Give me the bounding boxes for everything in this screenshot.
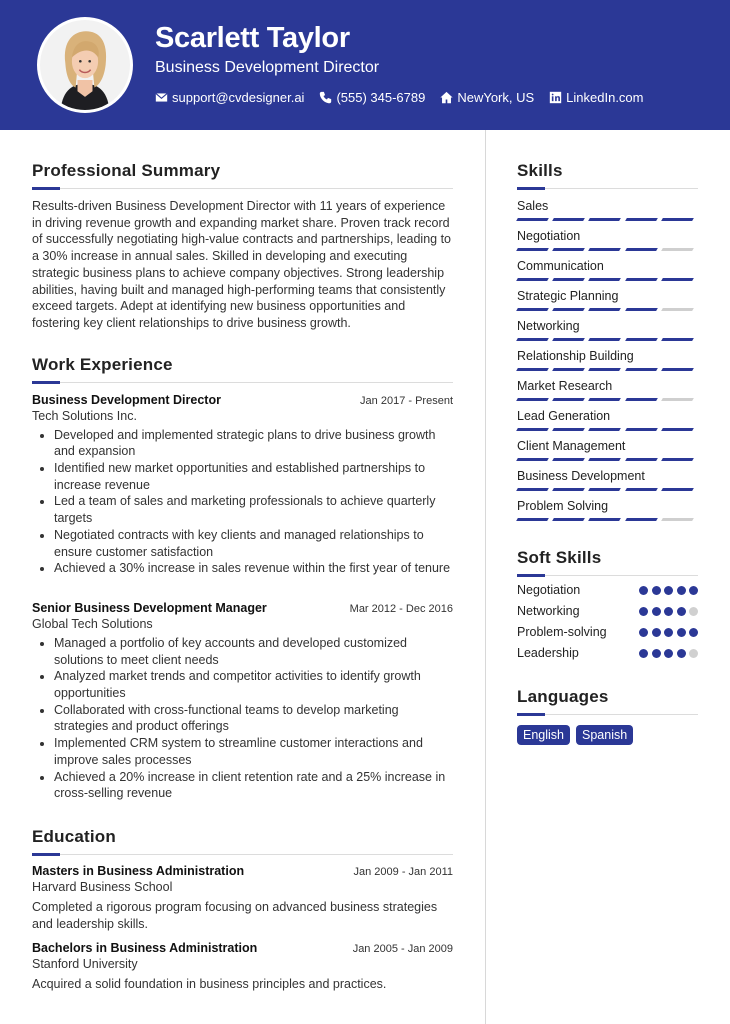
skill-item xyxy=(517,499,698,519)
soft-skill-item xyxy=(517,583,698,597)
skill-level-segment xyxy=(516,278,549,281)
skill-level-segment xyxy=(516,368,549,371)
skill-item xyxy=(517,199,698,219)
list-item: • Managed a portfolio of key accounts and developed customized solutions to meet client needs xyxy=(54,635,453,668)
job-bullets xyxy=(32,635,453,802)
skill-level-segment xyxy=(589,278,622,281)
skill-item xyxy=(517,379,698,399)
list-item: • Identified new market opportunities and established partnerships to increase revenue xyxy=(54,460,453,493)
skill-level-segment xyxy=(516,458,549,461)
education-date: Jan 2005 - Jan 2009 xyxy=(352,943,453,956)
rating-dot xyxy=(639,628,648,637)
rating-dot xyxy=(689,628,698,637)
skill-item xyxy=(517,289,698,309)
school-name: Harvard Business School xyxy=(32,879,173,894)
skill-level-segment xyxy=(589,368,622,371)
list-item: • Achieved a 20% increase in client retention rate and a 25% increase in cross-selling revenue xyxy=(54,769,453,802)
skill-item xyxy=(517,439,698,459)
rating-dot xyxy=(652,649,661,658)
rating-dot xyxy=(664,649,673,658)
language-badge: English xyxy=(517,725,570,745)
skill-item xyxy=(517,229,698,249)
skill-level-segment xyxy=(516,518,549,521)
main-column xyxy=(32,160,453,993)
soft-skills-list xyxy=(517,583,698,660)
job-bullets xyxy=(32,427,453,577)
soft-skill-rating xyxy=(636,628,699,637)
soft-skill-rating xyxy=(636,607,699,616)
contact-linkedin-text: LinkedIn.com xyxy=(566,90,644,105)
skill-level-segment xyxy=(661,488,694,491)
rating-dot xyxy=(677,607,686,616)
soft-skill-name: Leadership xyxy=(517,646,579,660)
education-entry xyxy=(32,941,453,993)
profile-photo xyxy=(37,17,133,113)
soft-skill-item xyxy=(517,604,698,618)
skill-level-bar xyxy=(517,398,698,401)
section-title: Education xyxy=(32,826,116,846)
summary-text: Results-driven Business Development Director with 11 years of experience in driving revenue growth and expanding market share. Proven track record of successfully negotiating high-value contracts and partnerships, leading to a 30% increase in annual sales. Skilled in developing and executing strategic business plans to achieve company objectives. Strong leadership abilities, having built and managed high-performing teams that consistently exceed targets. Adept at identifying new business opportunities and fostering key client relationships to drive business growth. xyxy=(32,199,452,330)
skill-level-segment xyxy=(516,488,549,491)
skill-level-segment xyxy=(552,248,585,251)
skill-level-bar xyxy=(517,518,698,521)
skill-level-segment xyxy=(661,218,694,221)
skill-level-segment xyxy=(516,338,549,341)
skill-level-segment xyxy=(661,248,694,251)
home-icon xyxy=(440,91,453,104)
job-entry xyxy=(32,393,453,577)
job-role: Business Development Director xyxy=(32,392,221,407)
skill-item xyxy=(517,349,698,369)
contact-email[interactable] xyxy=(155,90,304,105)
degree-name: Bachelors in Business Administration xyxy=(32,941,258,956)
skill-level-segment xyxy=(589,488,622,491)
section-title: Work Experience xyxy=(32,354,173,374)
skill-level-segment xyxy=(661,428,694,431)
list-item: • Collaborated with cross-functional teams to develop marketing strategies and product offerings xyxy=(54,702,453,735)
skill-level-bar xyxy=(517,248,698,251)
language-badge: Spanish xyxy=(576,725,633,745)
skill-item xyxy=(517,469,698,489)
skill-level-bar xyxy=(517,488,698,491)
skill-level-segment xyxy=(625,518,658,521)
soft-skill-rating xyxy=(636,649,699,658)
contact-list xyxy=(155,90,659,105)
skill-level-segment xyxy=(589,218,622,221)
job-role: Senior Business Development Manager xyxy=(32,600,267,615)
skill-level-segment xyxy=(516,218,549,221)
skill-level-segment xyxy=(625,458,658,461)
skill-level-segment xyxy=(516,428,549,431)
skill-level-segment xyxy=(625,308,658,311)
skill-level-segment xyxy=(625,428,658,431)
section-title: Languages xyxy=(517,687,609,706)
education-description: Acquired a solid foundation in business principles and practices. xyxy=(32,977,387,992)
job-company: Tech Solutions Inc. xyxy=(32,408,137,423)
skill-level-segment xyxy=(552,338,585,341)
section-rule xyxy=(32,854,453,855)
skill-name: Communication xyxy=(517,259,604,273)
soft-skills-section xyxy=(517,547,698,660)
soft-skill-item xyxy=(517,646,698,660)
candidate-title: Business Development Director xyxy=(155,59,380,76)
education-date: Jan 2009 - Jan 2011 xyxy=(353,865,453,878)
rating-dot xyxy=(652,586,661,595)
rating-dot xyxy=(677,586,686,595)
skill-level-bar xyxy=(517,458,698,461)
skill-level-bar xyxy=(517,338,698,341)
section-title: Professional Summary xyxy=(32,161,221,180)
envelope-icon xyxy=(155,91,168,104)
skill-level-segment xyxy=(516,248,549,251)
column-divider xyxy=(485,130,486,1024)
languages-list xyxy=(517,725,698,745)
rating-dot xyxy=(664,628,673,637)
skill-level-bar xyxy=(517,278,698,281)
skill-level-segment xyxy=(552,458,585,461)
skill-name: Client Management xyxy=(517,439,626,453)
education-description: Completed a rigorous program focusing on advanced business strategies and leadership skills. xyxy=(32,899,438,931)
resume-header xyxy=(0,0,730,130)
contact-linkedin[interactable] xyxy=(549,90,643,105)
soft-skill-item xyxy=(517,625,698,639)
skill-item xyxy=(517,409,698,429)
contact-email-text: support@cvdesigner.ai xyxy=(172,90,305,105)
skill-level-segment xyxy=(589,458,622,461)
contact-phone[interactable] xyxy=(319,90,425,105)
skill-level-segment xyxy=(661,278,694,281)
skill-level-segment xyxy=(625,218,658,221)
skill-item xyxy=(517,259,698,279)
job-date: Mar 2012 - Dec 2016 xyxy=(349,602,453,615)
summary-section xyxy=(32,160,453,332)
skill-level-segment xyxy=(625,488,658,491)
rating-dot xyxy=(652,628,661,637)
skill-level-segment xyxy=(552,308,585,311)
section-title: Skills xyxy=(517,161,563,180)
skill-level-segment xyxy=(552,368,585,371)
job-date: Jan 2017 - Present xyxy=(360,394,453,407)
phone-icon xyxy=(319,91,332,104)
skill-level-segment xyxy=(625,278,658,281)
list-item: • Achieved a 30% increase in sales revenue within the first year of tenure xyxy=(54,560,453,577)
list-item: • Negotiated contracts with key clients and managed relationships to ensure customer satisfaction xyxy=(54,527,453,560)
rating-dot xyxy=(677,649,686,658)
list-item: • Led a team of sales and marketing professionals to achieve quarterly targets xyxy=(54,493,453,526)
section-title: Soft Skills xyxy=(517,548,602,567)
skill-level-segment xyxy=(661,368,694,371)
linkedin-icon xyxy=(549,91,562,104)
soft-skill-name: Problem-solving xyxy=(517,625,607,639)
languages-section xyxy=(517,686,698,745)
skill-name: Relationship Building xyxy=(517,349,634,363)
candidate-name: Scarlett Taylor xyxy=(155,22,350,54)
rating-dot xyxy=(639,649,648,658)
skill-name: Problem Solving xyxy=(517,499,609,513)
skills-section xyxy=(517,160,698,519)
skill-level-segment xyxy=(516,398,549,401)
skill-level-bar xyxy=(517,308,698,311)
skill-level-segment xyxy=(552,398,585,401)
section-rule xyxy=(517,714,698,715)
experience-section xyxy=(32,354,453,802)
skill-level-segment xyxy=(552,218,585,221)
skill-level-segment xyxy=(589,428,622,431)
rating-dot xyxy=(689,586,698,595)
rating-dot xyxy=(689,607,698,616)
skill-level-segment xyxy=(661,398,694,401)
skill-name: Business Development xyxy=(517,469,645,483)
section-rule xyxy=(32,382,453,383)
skill-level-segment xyxy=(661,338,694,341)
skill-level-segment xyxy=(661,458,694,461)
skill-level-segment xyxy=(625,368,658,371)
section-rule xyxy=(517,575,698,576)
soft-skill-name: Negotiation xyxy=(517,583,581,597)
education-section xyxy=(32,826,453,993)
skill-level-segment xyxy=(552,278,585,281)
skill-name: Lead Generation xyxy=(517,409,611,423)
skill-level-segment xyxy=(516,308,549,311)
degree-name: Masters in Business Administration xyxy=(32,863,245,878)
skill-name: Strategic Planning xyxy=(517,289,619,303)
skill-level-segment xyxy=(589,398,622,401)
skill-name: Sales xyxy=(517,199,549,213)
side-column xyxy=(517,160,698,745)
rating-dot xyxy=(664,607,673,616)
contact-location-text: NewYork, US xyxy=(457,90,535,105)
skill-level-segment xyxy=(661,518,694,521)
skill-level-segment xyxy=(552,518,585,521)
skill-level-bar xyxy=(517,368,698,371)
skills-list xyxy=(517,199,698,519)
soft-skill-name: Networking xyxy=(517,604,580,618)
skill-level-bar xyxy=(517,218,698,221)
skill-level-segment xyxy=(625,398,658,401)
skill-level-segment xyxy=(552,488,585,491)
skill-name: Networking xyxy=(517,319,580,333)
skill-level-segment xyxy=(552,428,585,431)
list-item: • Developed and implemented strategic plans to drive business growth and expansion xyxy=(54,427,453,460)
skill-level-segment xyxy=(625,338,658,341)
skill-name: Negotiation xyxy=(517,229,581,243)
portrait-icon xyxy=(40,20,130,110)
rating-dot xyxy=(677,628,686,637)
contact-phone-text: (555) 345-6789 xyxy=(336,90,426,105)
job-company: Global Tech Solutions xyxy=(32,616,153,631)
rating-dot xyxy=(652,607,661,616)
soft-skill-rating xyxy=(636,586,699,595)
skill-name: Market Research xyxy=(517,379,613,393)
skill-level-segment xyxy=(589,518,622,521)
rating-dot xyxy=(664,586,673,595)
list-item: • Implemented CRM system to streamline customer interactions and improve sales processes xyxy=(54,735,453,768)
section-rule xyxy=(32,188,453,189)
school-name: Stanford University xyxy=(32,957,138,972)
skill-level-segment xyxy=(625,248,658,251)
list-item: • Analyzed market trends and competitor activities to identify growth opportunities xyxy=(54,668,453,701)
skill-level-bar xyxy=(517,428,698,431)
skill-level-segment xyxy=(589,308,622,311)
section-rule xyxy=(517,188,698,189)
skill-item xyxy=(517,319,698,339)
contact-location xyxy=(440,90,534,105)
skill-level-segment xyxy=(589,248,622,251)
rating-dot xyxy=(689,649,698,658)
rating-dot xyxy=(639,586,648,595)
skill-level-segment xyxy=(589,338,622,341)
rating-dot xyxy=(639,607,648,616)
education-entry xyxy=(32,864,453,932)
job-entry xyxy=(32,601,453,802)
skill-level-segment xyxy=(661,308,694,311)
